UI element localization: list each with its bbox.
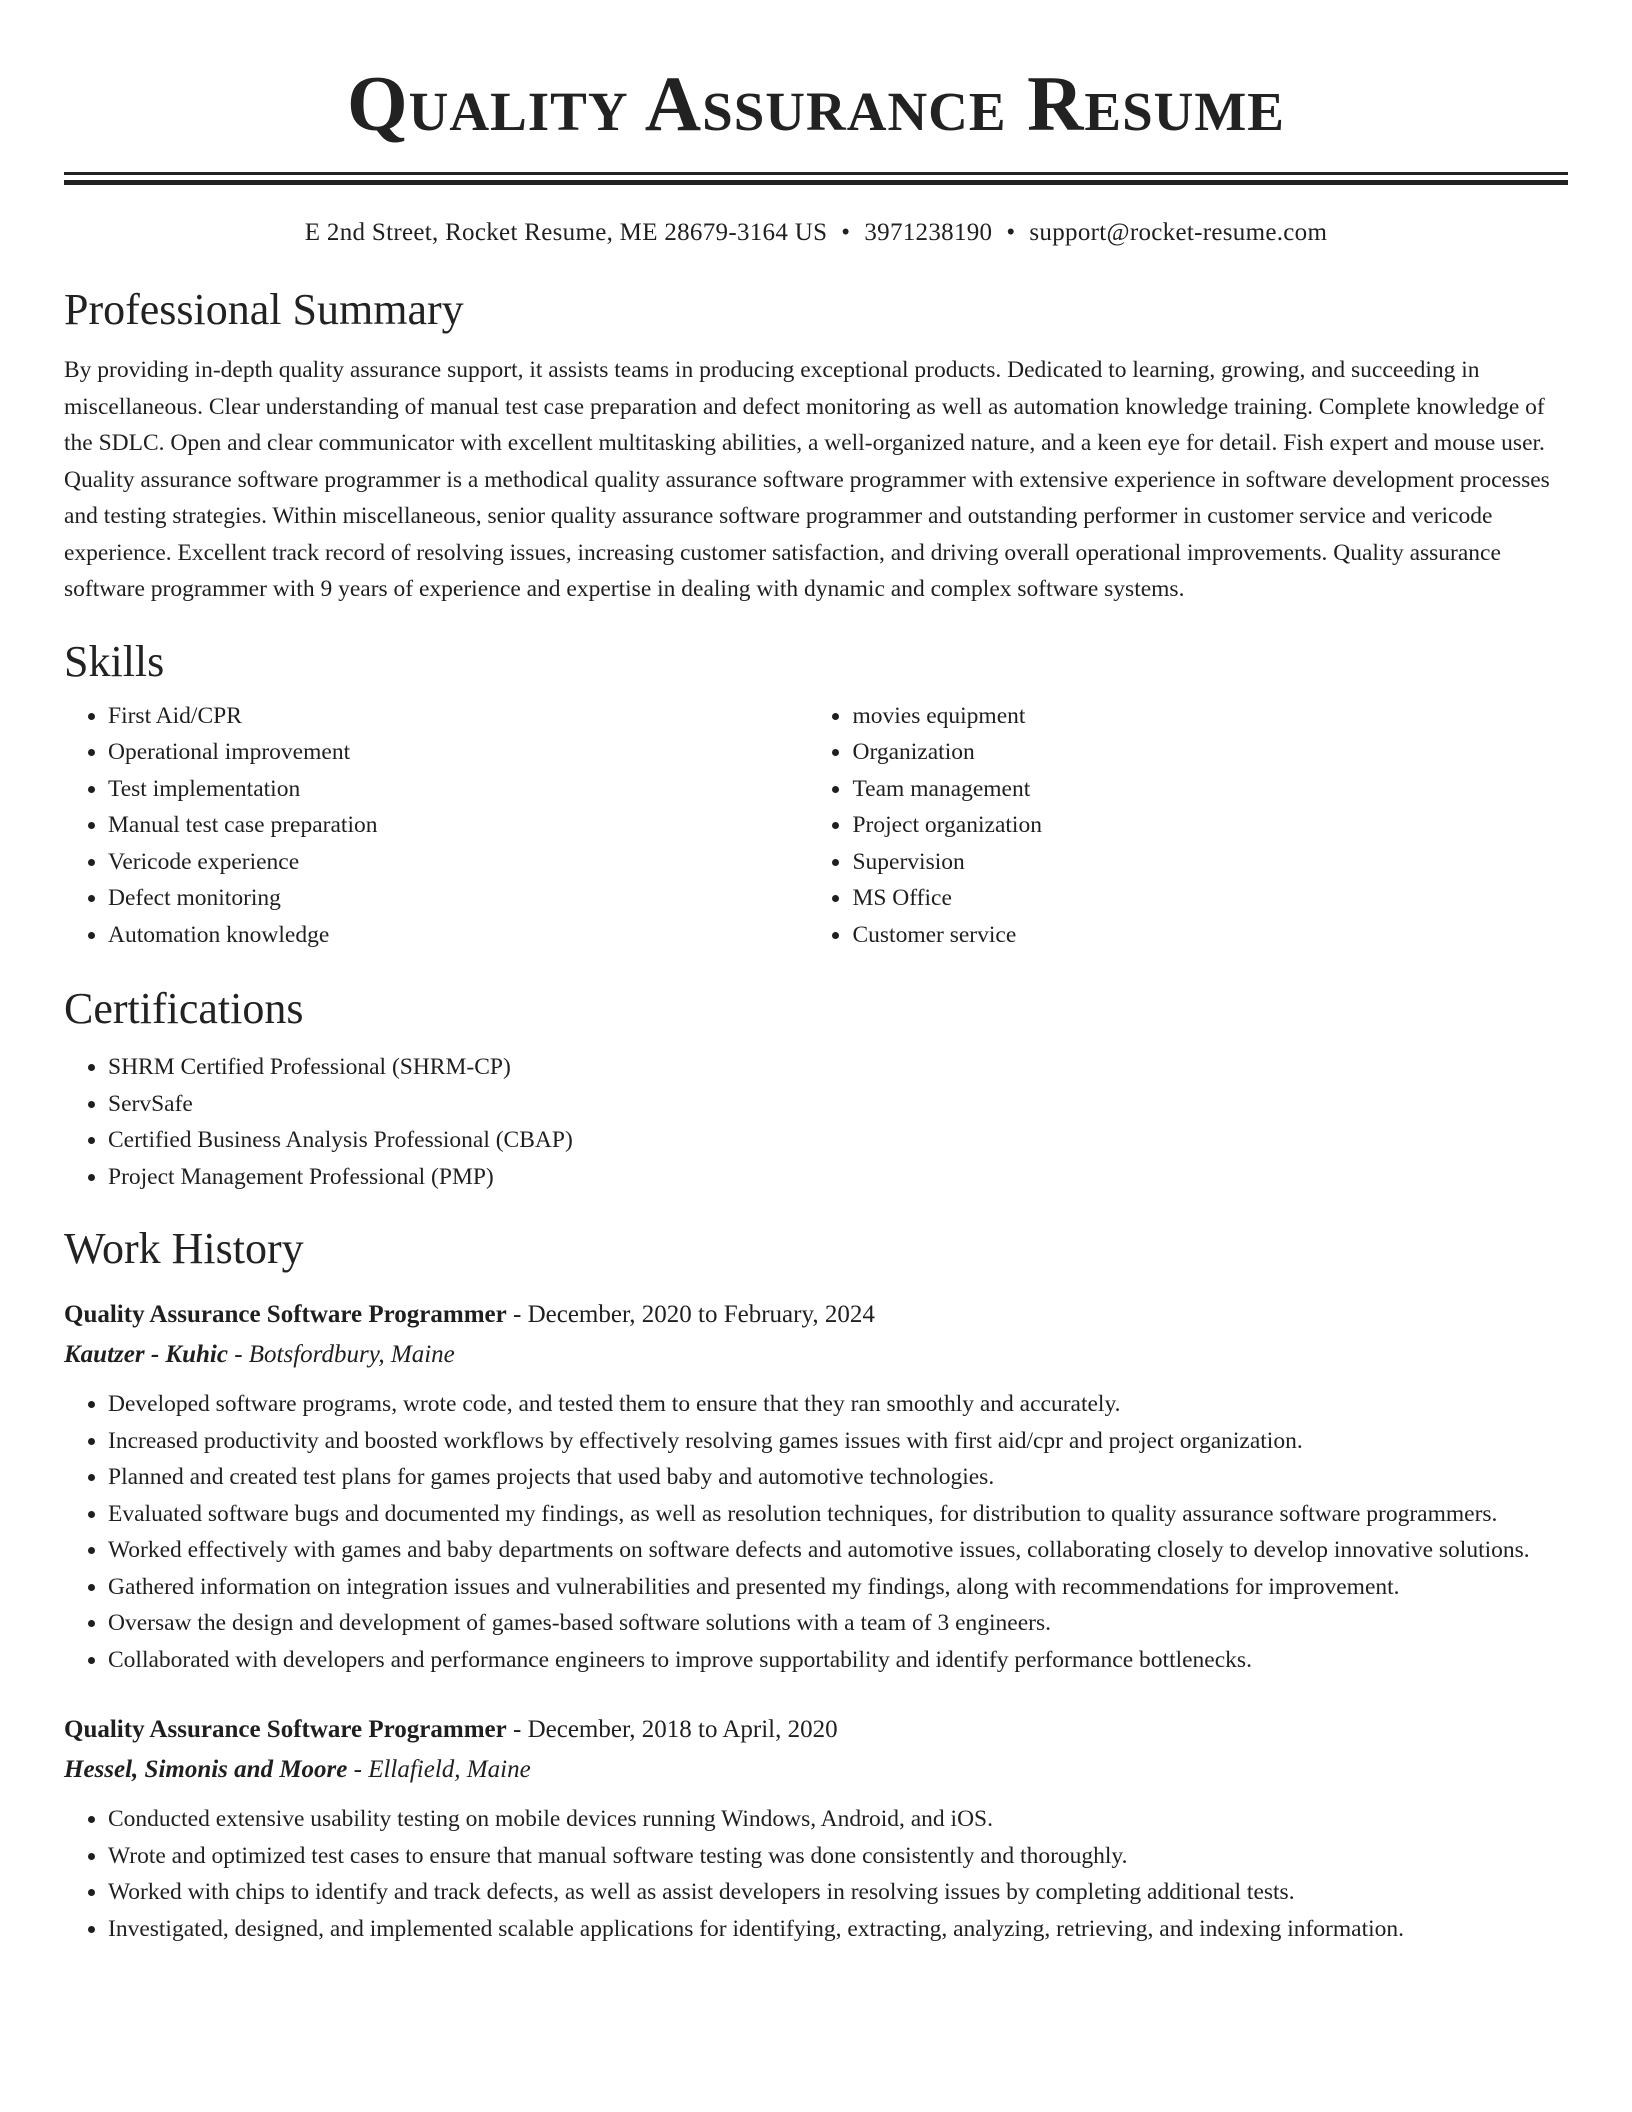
skill-item: • Supervision xyxy=(852,844,1568,881)
summary-text: By providing in-depth quality assurance support, it assists teams in producing exceptional products. Dedicated to learning, growing, and succeeding in miscellaneous. Clear understanding of manual test case preparation and defect monitoring as well as automation knowledge training. Complete knowledge of the SDLC. Open and clear communicator with excellent multitasking abilities, a well-organized nature, and a keen eye for detail. Fish expert and mouse user. Quality assurance software programmer is a methodical quality assurance software programmer with extensive experience in software development processes and testing strategies. Within miscellaneous, senior quality assurance software programmer and outstanding performer in customer service and vericode experience. Excellent track record of resolving issues, increasing customer satisfaction, and driving overall operational improvements. Quality assurance software programmer with 9 years of experience and expertise in dealing with dynamic and complex software systems. xyxy=(64,357,1550,602)
skill-item: • Vericode experience xyxy=(108,844,808,881)
job-title: Quality Assurance Software Programmer xyxy=(64,1301,507,1328)
job-bullet: • Planned and created test plans for games projects that used baby and automotive technologies. xyxy=(108,1459,1568,1496)
skill-item: • First Aid/CPR xyxy=(108,698,808,735)
job-location: Botsfordbury, Maine xyxy=(248,1341,455,1368)
contact-separator: • xyxy=(841,219,851,246)
contact-email: support@rocket-resume.com xyxy=(1029,219,1328,246)
job-title: Quality Assurance Software Programmer xyxy=(64,1716,507,1743)
certification-item: • ServSafe xyxy=(108,1086,1568,1123)
job-bullet: • Oversaw the design and development of games-based software solutions with a team of 3 engineers. xyxy=(108,1605,1568,1642)
job-entry xyxy=(64,1297,1568,1678)
job-company: Hessel, Simonis and Moore xyxy=(64,1756,348,1783)
skill-item: • Manual test case preparation xyxy=(108,807,808,844)
job-bullets xyxy=(64,1801,1568,1947)
certification-item: • Project Management Professional (PMP) xyxy=(108,1159,1568,1196)
skill-item: • Defect monitoring xyxy=(108,880,808,917)
job-bullet: • Worked with chips to identify and track defects, as well as assist developers in resolving issues by completing additional tests. xyxy=(108,1874,1568,1911)
skill-item: • Project organization xyxy=(852,807,1568,844)
job-entry xyxy=(64,1712,1568,1947)
job-bullets xyxy=(64,1386,1568,1678)
page-title: Quality Assurance Resume xyxy=(346,60,1285,147)
skills-list-right xyxy=(808,698,1568,954)
job-title-line: Quality Assurance Software Programmer - December, 2020 to February, 2024 xyxy=(64,1301,875,1328)
job-bullet: • Increased productivity and boosted workflows by effectively resolving games issues with first aid/cpr and project organization. xyxy=(108,1423,1568,1460)
job-bullet: • Wrote and optimized test cases to ensure that manual software testing was done consistently and thoroughly. xyxy=(108,1838,1568,1875)
job-bullet: • Conducted extensive usability testing on mobile devices running Windows, Android, and iOS. xyxy=(108,1801,1568,1838)
job-bullet: • Collaborated with developers and performance engineers to improve supportability and identify performance bottlenecks. xyxy=(108,1642,1568,1679)
job-company-line: Hessel, Simonis and Moore - Ellafield, Maine xyxy=(64,1756,531,1783)
job-company: Kautzer - Kuhic xyxy=(64,1341,228,1368)
contact-separator: • xyxy=(1006,219,1016,246)
job-bullet: • Evaluated software bugs and documented my findings, as well as resolution techniques, for distribution to quality assurance software programmers. xyxy=(108,1496,1568,1533)
job-bullet: • Investigated, designed, and implemented scalable applications for identifying, extracting, analyzing, retrieving, and indexing information. xyxy=(108,1911,1568,1948)
job-title-line: Quality Assurance Software Programmer - December, 2018 to April, 2020 xyxy=(64,1716,838,1743)
skills-list-left xyxy=(64,698,808,954)
title-rule-thick xyxy=(64,180,1568,185)
contact-phone: 3971238190 xyxy=(864,219,993,246)
job-company-line: Kautzer - Kuhic - Botsfordbury, Maine xyxy=(64,1341,455,1368)
certification-item: • SHRM Certified Professional (SHRM-CP) xyxy=(108,1049,1568,1086)
skill-item: • Customer service xyxy=(852,917,1568,954)
skill-item: • movies equipment xyxy=(852,698,1568,735)
job-bullet: • Developed software programs, wrote code, and tested them to ensure that they ran smoothly and accurately. xyxy=(108,1386,1568,1423)
job-bullet: • Worked effectively with games and baby departments on software defects and automotive issues, collaborating closely to develop innovative solutions. xyxy=(108,1532,1568,1569)
summary-heading: Professional Summary xyxy=(64,285,464,334)
work-history-heading: Work History xyxy=(64,1224,304,1273)
skill-item: • Team management xyxy=(852,771,1568,808)
skill-item: • MS Office xyxy=(852,880,1568,917)
contact-line xyxy=(64,218,1568,248)
skill-item: • Test implementation xyxy=(108,771,808,808)
skill-item: • Organization xyxy=(852,734,1568,771)
certifications-list xyxy=(64,1049,1568,1195)
job-dates: December, 2020 to February, 2024 xyxy=(527,1301,875,1328)
certification-item: • Certified Business Analysis Professional (CBAP) xyxy=(108,1122,1568,1159)
skill-item: • Operational improvement xyxy=(108,734,808,771)
job-location: Ellafield, Maine xyxy=(368,1756,531,1783)
title-rule-thin xyxy=(64,172,1568,175)
certifications-heading: Certifications xyxy=(64,984,304,1033)
skills-columns xyxy=(64,698,1568,954)
job-bullet: • Gathered information on integration issues and vulnerabilities and presented my findings, along with recommendations for improvement. xyxy=(108,1569,1568,1606)
contact-address: E 2nd Street, Rocket Resume, ME 28679-3164 US xyxy=(304,219,828,246)
skill-item: • Automation knowledge xyxy=(108,917,808,954)
skills-heading: Skills xyxy=(64,636,165,686)
job-dates: December, 2018 to April, 2020 xyxy=(527,1716,838,1743)
